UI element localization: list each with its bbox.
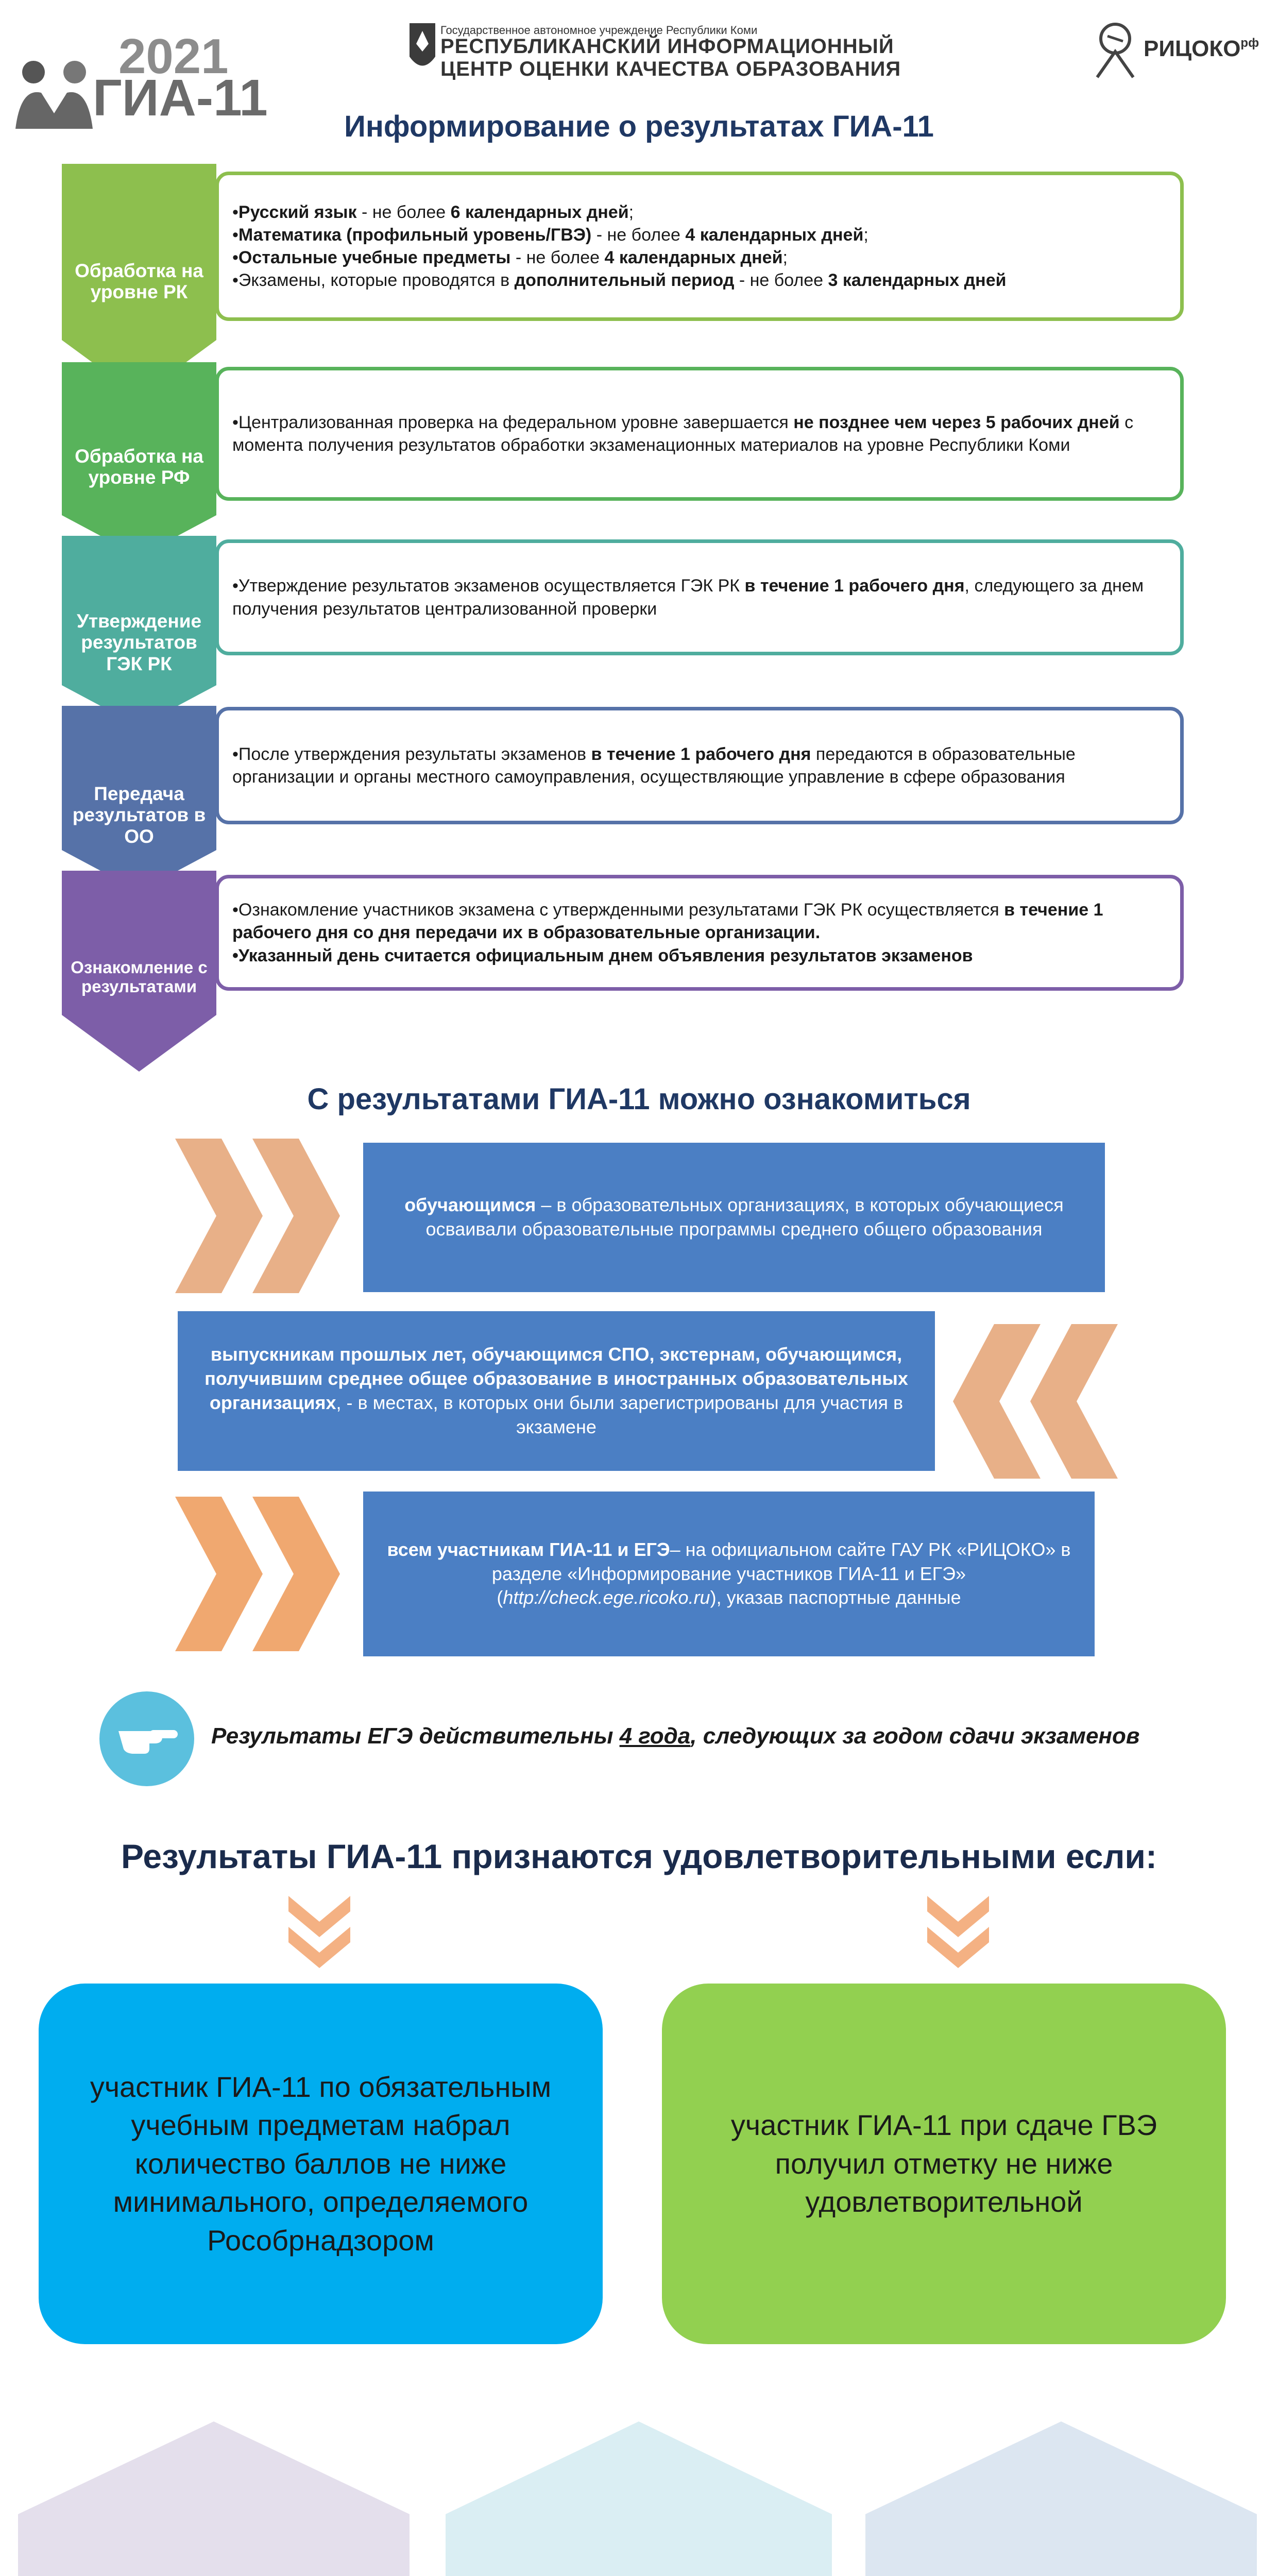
results-link[interactable]: http://check.ege.ricoko.ru <box>503 1587 710 1608</box>
step-box-oo: •После утверждения результаты экзаменов в течение 1 рабочего дня передаются в образовательные организации и органы местного самоуправления, осуществляющие управление в сфере образования <box>215 707 1184 824</box>
access-block-students: обучающимся – в образовательных организациях, в которых обучающиеся осваивали образовательные программы среднего общего образования <box>363 1143 1105 1292</box>
chevron-left-icon <box>943 1324 1118 1479</box>
rk-item: •Экзамены, которые проводятся в дополнительный период - не более 3 календарных дней <box>232 270 1007 291</box>
org-caption: Государственное автономное учреждение Республики Коми <box>440 24 758 37</box>
step-label-gek: Утверждение результатов ГЭК РК <box>76 611 202 674</box>
criteria-box-gve: участник ГИА-11 при сдаче ГВЭ получил отметку не ниже удовлетворительной <box>662 1984 1226 2344</box>
step-label-rf: Обработка на уровне РФ <box>75 446 203 488</box>
rk-item: •Математика (профильный уровень/ГВЭ) - не более 4 календарных дней; <box>232 225 868 245</box>
access-block-all: всем участникам ГИА-11 и ЕГЭ– на официальном сайте ГАУ РК «РИЦОКО» в разделе «Информирование участников ГИА-11 и ЕГЭ» (http://check.ege.ricoko.ru), указав паспортные данные <box>363 1492 1095 1656</box>
rk-item: •Остальные учебные предметы - не более 4 календарных дней; <box>232 248 788 267</box>
column-two-subjects <box>446 2514 832 2576</box>
year-label: 2021 <box>118 29 229 84</box>
page-title: Информирование о результатах ГИА-11 <box>344 110 934 143</box>
chevron-right-icon <box>175 1497 350 1651</box>
step-label-rk: Обработка на уровне РК <box>75 260 203 303</box>
org-name-line2: ЦЕНТР ОЦЕНКИ КАЧЕСТВА ОБРАЗОВАНИЯ <box>440 58 901 80</box>
step-box-rk <box>215 172 1184 321</box>
access-title: С результатами ГИА-11 можно ознакомиться <box>307 1082 971 1116</box>
chevron-down-icon <box>288 1896 350 1973</box>
step-label-review: Ознакомление с результатами <box>71 958 208 996</box>
step-box-review: •Ознакомление участников экзамена с утвержденными результатами ГЭК РК осуществляется в течение 1 рабочего дня со дня передачи их в образовательные организации. •Указанный день считается официальным днем объявления результатов экзаменов <box>215 875 1184 991</box>
criteria-box-min-score: участник ГИА-11 по обязательным учебным предметам набрал количество баллов не ниже минимального, определяемого Рособрнадзором <box>39 1984 603 2344</box>
pointing-hand-icon <box>98 1690 196 1788</box>
access-block-graduates: выпускникам прошлых лет, обучающимся СПО, экстернам, обучающимся, получившим среднее общее образование в иностранных образовательных организациях, - в местах, в которых они были зарегистрированы для участия в экзамене <box>178 1311 935 1471</box>
exam-label: ГИА-11 <box>93 69 268 127</box>
column-elective <box>865 2514 1257 2576</box>
chevron-right-icon <box>175 1139 350 1293</box>
ricoko-logo-text: $РИЦОКО^{рф}$ <box>1144 36 1259 61</box>
step-box-gek: •Утверждение результатов экзаменов осуществляется ГЭК РК в течение 1 рабочего дня, следующего за днем получения результатов централизованной проверки <box>215 539 1184 655</box>
org-name-line1: РЕСПУБЛИКАНСКИЙ ИНФОРМАЦИОННЫЙ <box>440 35 894 58</box>
chevron-down-icon <box>927 1896 989 1973</box>
rk-item: •Русский язык - не более 6 календарных дней; <box>232 202 634 222</box>
step-box-rf: •Централизованная проверка на федеральном уровне завершается не позднее чем через 5 рабочих дней с момента получения результатов обработки экзаменационных материалов на уровне Республики Коми <box>215 367 1184 501</box>
criteria-title: Результаты ГИА-11 признаются удовлетворительными если: <box>121 1837 1157 1875</box>
step-label-oo: Передача результатов в ОО <box>72 783 206 847</box>
validity-note: Результаты ЕГЭ действительны 4 года, следующих за годом сдачи экзаменов <box>211 1723 1140 1749</box>
column-one-subject <box>18 2514 410 2576</box>
